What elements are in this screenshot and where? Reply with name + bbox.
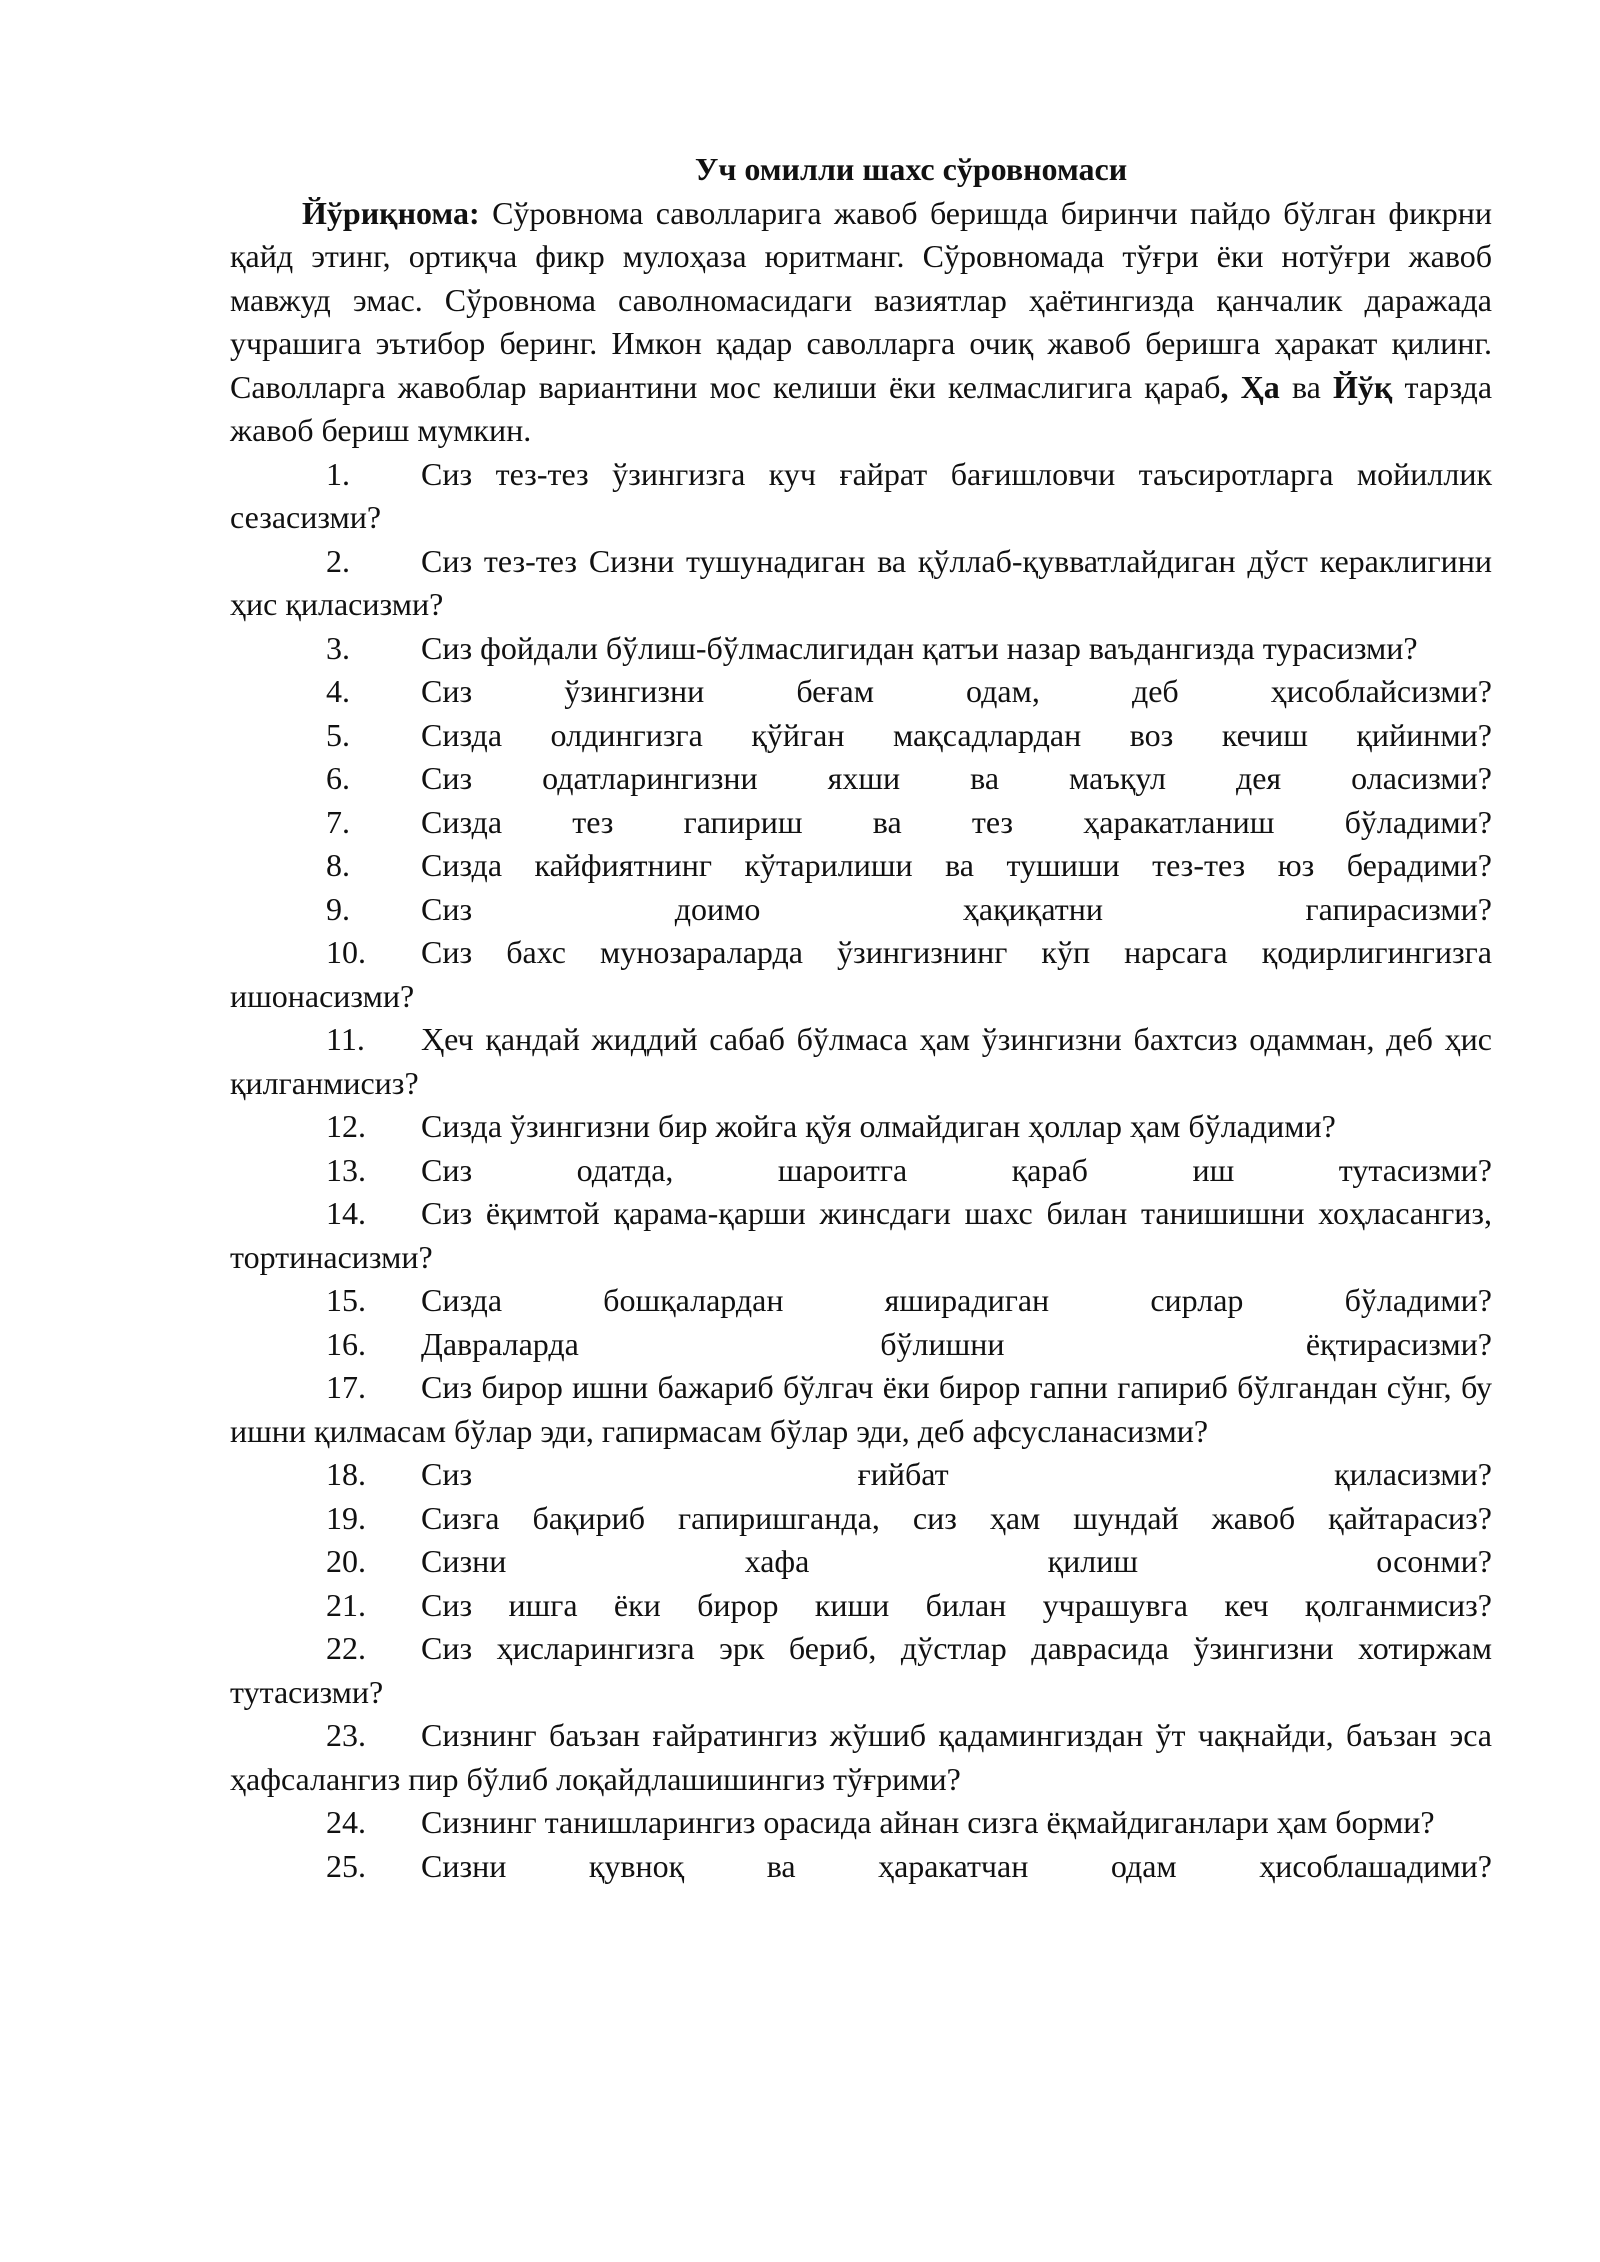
question-number: 16. [326, 1325, 366, 1362]
question-text: Сиз тез-тез ўзингизга куч ғайрат бағишловчи таъсиротларга мойиллик сезасизми? [230, 455, 1492, 535]
question-text: Ҳеч қандай жиддий сабаб бўлмаса ҳам ўзингизни бахтсиз одамман, деб ҳис қилганмисиз? [230, 1021, 1492, 1101]
question-text: Сиз ўзингизни беғам одам, деб ҳисоблайсизми? [421, 673, 1492, 709]
question-text: Сиз одатда, шароитга қараб иш тутасизми? [421, 1151, 1492, 1188]
question-item [230, 1540, 1492, 1584]
question-item [230, 1018, 1492, 1105]
question-item [230, 1149, 1492, 1193]
question-number: 11. [326, 1021, 365, 1057]
question-item [230, 844, 1492, 888]
question-number: 5. [326, 716, 350, 753]
question-item [230, 757, 1492, 801]
question-number: 18. [326, 1456, 366, 1492]
question-item [230, 1584, 1492, 1628]
question-number: 19. [326, 1499, 366, 1536]
question-number: 20. [326, 1543, 366, 1579]
question-number: 12. [326, 1108, 366, 1144]
question-number: 9. [326, 890, 350, 927]
question-item [230, 627, 1492, 671]
question-text: Сиз бирор ишни бажариб бўлгач ёки бирор гапни гапириб бўлгандан сўнг, бу ишни қилмасам бўлар эди, гапирмасам бўлар эди, деб афсусланасизми? [230, 1369, 1492, 1449]
question-number: 14. [326, 1195, 366, 1231]
question-text: Сизда бошқалардан яширадиган сирлар бўладими? [421, 1282, 1492, 1318]
question-text: Сизга бақириб гапиришганда, сиз ҳам шундай жавоб қайтарасиз? [421, 1499, 1492, 1536]
question-text: Сиз ҳисларингизга эрк бериб, дўстлар даврасида ўзингизни хотиржам тутасизми? [230, 1630, 1492, 1710]
question-number: 23. [326, 1717, 366, 1753]
question-number: 10. [326, 934, 366, 970]
question-text: Сиз бахс мунозараларда ўзингизнинг кўп нарсага қодирлигингизга ишонасизми? [230, 934, 1492, 1014]
question-text: Сизда кайфиятнинг кўтарилиши ва тушиши тез-тез юз берадими? [421, 847, 1492, 883]
question-item [230, 670, 1492, 714]
question-number: 4. [326, 673, 350, 709]
answer-yes: Ҳа [1228, 368, 1280, 405]
question-number: 7. [326, 803, 350, 840]
answer-no: Йўқ [1333, 368, 1393, 405]
question-text: Сиз ғийбат қиласизми? [421, 1456, 1492, 1492]
question-item [230, 1105, 1492, 1149]
instruction-text-end: тарзда жавоб бериш мумкин. [230, 368, 1493, 448]
question-text: Сиз ёқимтой қарама-қарши жинсдаги шахс билан танишишни хоҳласангиз, тортинасизми? [230, 1195, 1492, 1275]
question-number: 21. [326, 1586, 366, 1623]
question-text: Сиз одатларингизни яхши ва маъқул дея оласизми? [421, 760, 1492, 796]
question-text: Сизнинг танишларингиз орасида айнан сизга ёқмайдиганлари ҳам борми? [421, 1804, 1435, 1840]
question-item [230, 1627, 1492, 1714]
question-number: 17. [326, 1369, 366, 1405]
question-item [230, 714, 1492, 758]
question-item [230, 540, 1492, 627]
question-text: Сизни хафа қилиш осонми? [421, 1543, 1492, 1579]
question-number: 2. [326, 542, 350, 579]
question-item [230, 453, 1492, 540]
question-item [230, 931, 1492, 1018]
question-item [230, 1497, 1492, 1541]
question-number: 22. [326, 1630, 366, 1666]
instruction-text: Сўровнома саволларига жавоб беришда биринчи пайдо бўлган фикрни қайд этинг, ортиқча фикр мулоҳаза юритманг. Сўровномада тўғри ёки нотўғри жавоб мавжуд эмас. Сўровнома саволномасидаги вазиятлар ҳаётингизда қанчалик даражада учрашига эътибор беринг. Имкон қадар саволларга очиқ жавоб беришга ҳаракат қилинг. Саволларга жавоблар вариантини мос келиши ёки келмаслигига қараб [230, 194, 1492, 405]
question-item [230, 1366, 1492, 1453]
question-text: Сиз тез-тез Сизни тушунадиган ва қўллаб-қувватлайдиган дўст кераклигини ҳис қиласизми? [230, 542, 1492, 622]
question-item [230, 888, 1492, 932]
question-list [230, 453, 1492, 1889]
instruction-comma: , [1220, 368, 1229, 405]
question-number: 3. [326, 629, 350, 666]
question-number: 6. [326, 760, 350, 796]
instruction-paragraph [230, 192, 1492, 453]
question-text: Сизнинг баъзан ғайратингиз жўшиб қадамингиздан ўт чақнайди, баъзан эса ҳафсалангиз пир бўлиб лоқайдлашишингиз тўғрими? [230, 1717, 1492, 1797]
question-item [230, 1845, 1492, 1889]
question-number: 13. [326, 1151, 366, 1188]
question-item [230, 1714, 1492, 1801]
instruction-and: ва [1279, 368, 1334, 405]
question-text: Сизда олдингизга қўйган мақсадлардан воз кечиш қийинми? [421, 716, 1492, 753]
question-text: Сиз ишга ёки бирор киши билан учрашувга кеч қолганмисиз? [421, 1586, 1492, 1623]
question-item [230, 1801, 1492, 1845]
question-item [230, 801, 1492, 845]
question-text: Сиз фойдали бўлиш-бўлмаслигидан қатъи назар ваъдангизда турасизми? [421, 629, 1418, 666]
question-number: 25. [326, 1847, 366, 1884]
question-number: 8. [326, 847, 350, 883]
question-number: 24. [326, 1804, 366, 1840]
question-item [230, 1323, 1492, 1367]
question-item [230, 1453, 1492, 1497]
document-title: Уч омилли шахс сўровномаси [694, 151, 1128, 187]
question-item [230, 1279, 1492, 1323]
question-text: Давраларда бўлишни ёқтирасизми? [421, 1325, 1492, 1362]
question-number: 15. [326, 1282, 366, 1318]
question-text: Сиз доимо ҳақиқатни гапирасизми? [421, 890, 1492, 927]
instruction-label: Йўриқнома: [302, 194, 480, 231]
question-text: Сизда тез гапириш ва тез ҳаракатланиш бўладими? [421, 803, 1492, 840]
question-item [230, 1192, 1492, 1279]
question-number: 1. [326, 455, 350, 492]
question-text: Сизда ўзингизни бир жойга қўя олмайдиган ҳоллар ҳам бўладими? [421, 1108, 1336, 1144]
question-text: Сизни қувноқ ва ҳаракатчан одам ҳисоблашадими? [421, 1847, 1492, 1884]
